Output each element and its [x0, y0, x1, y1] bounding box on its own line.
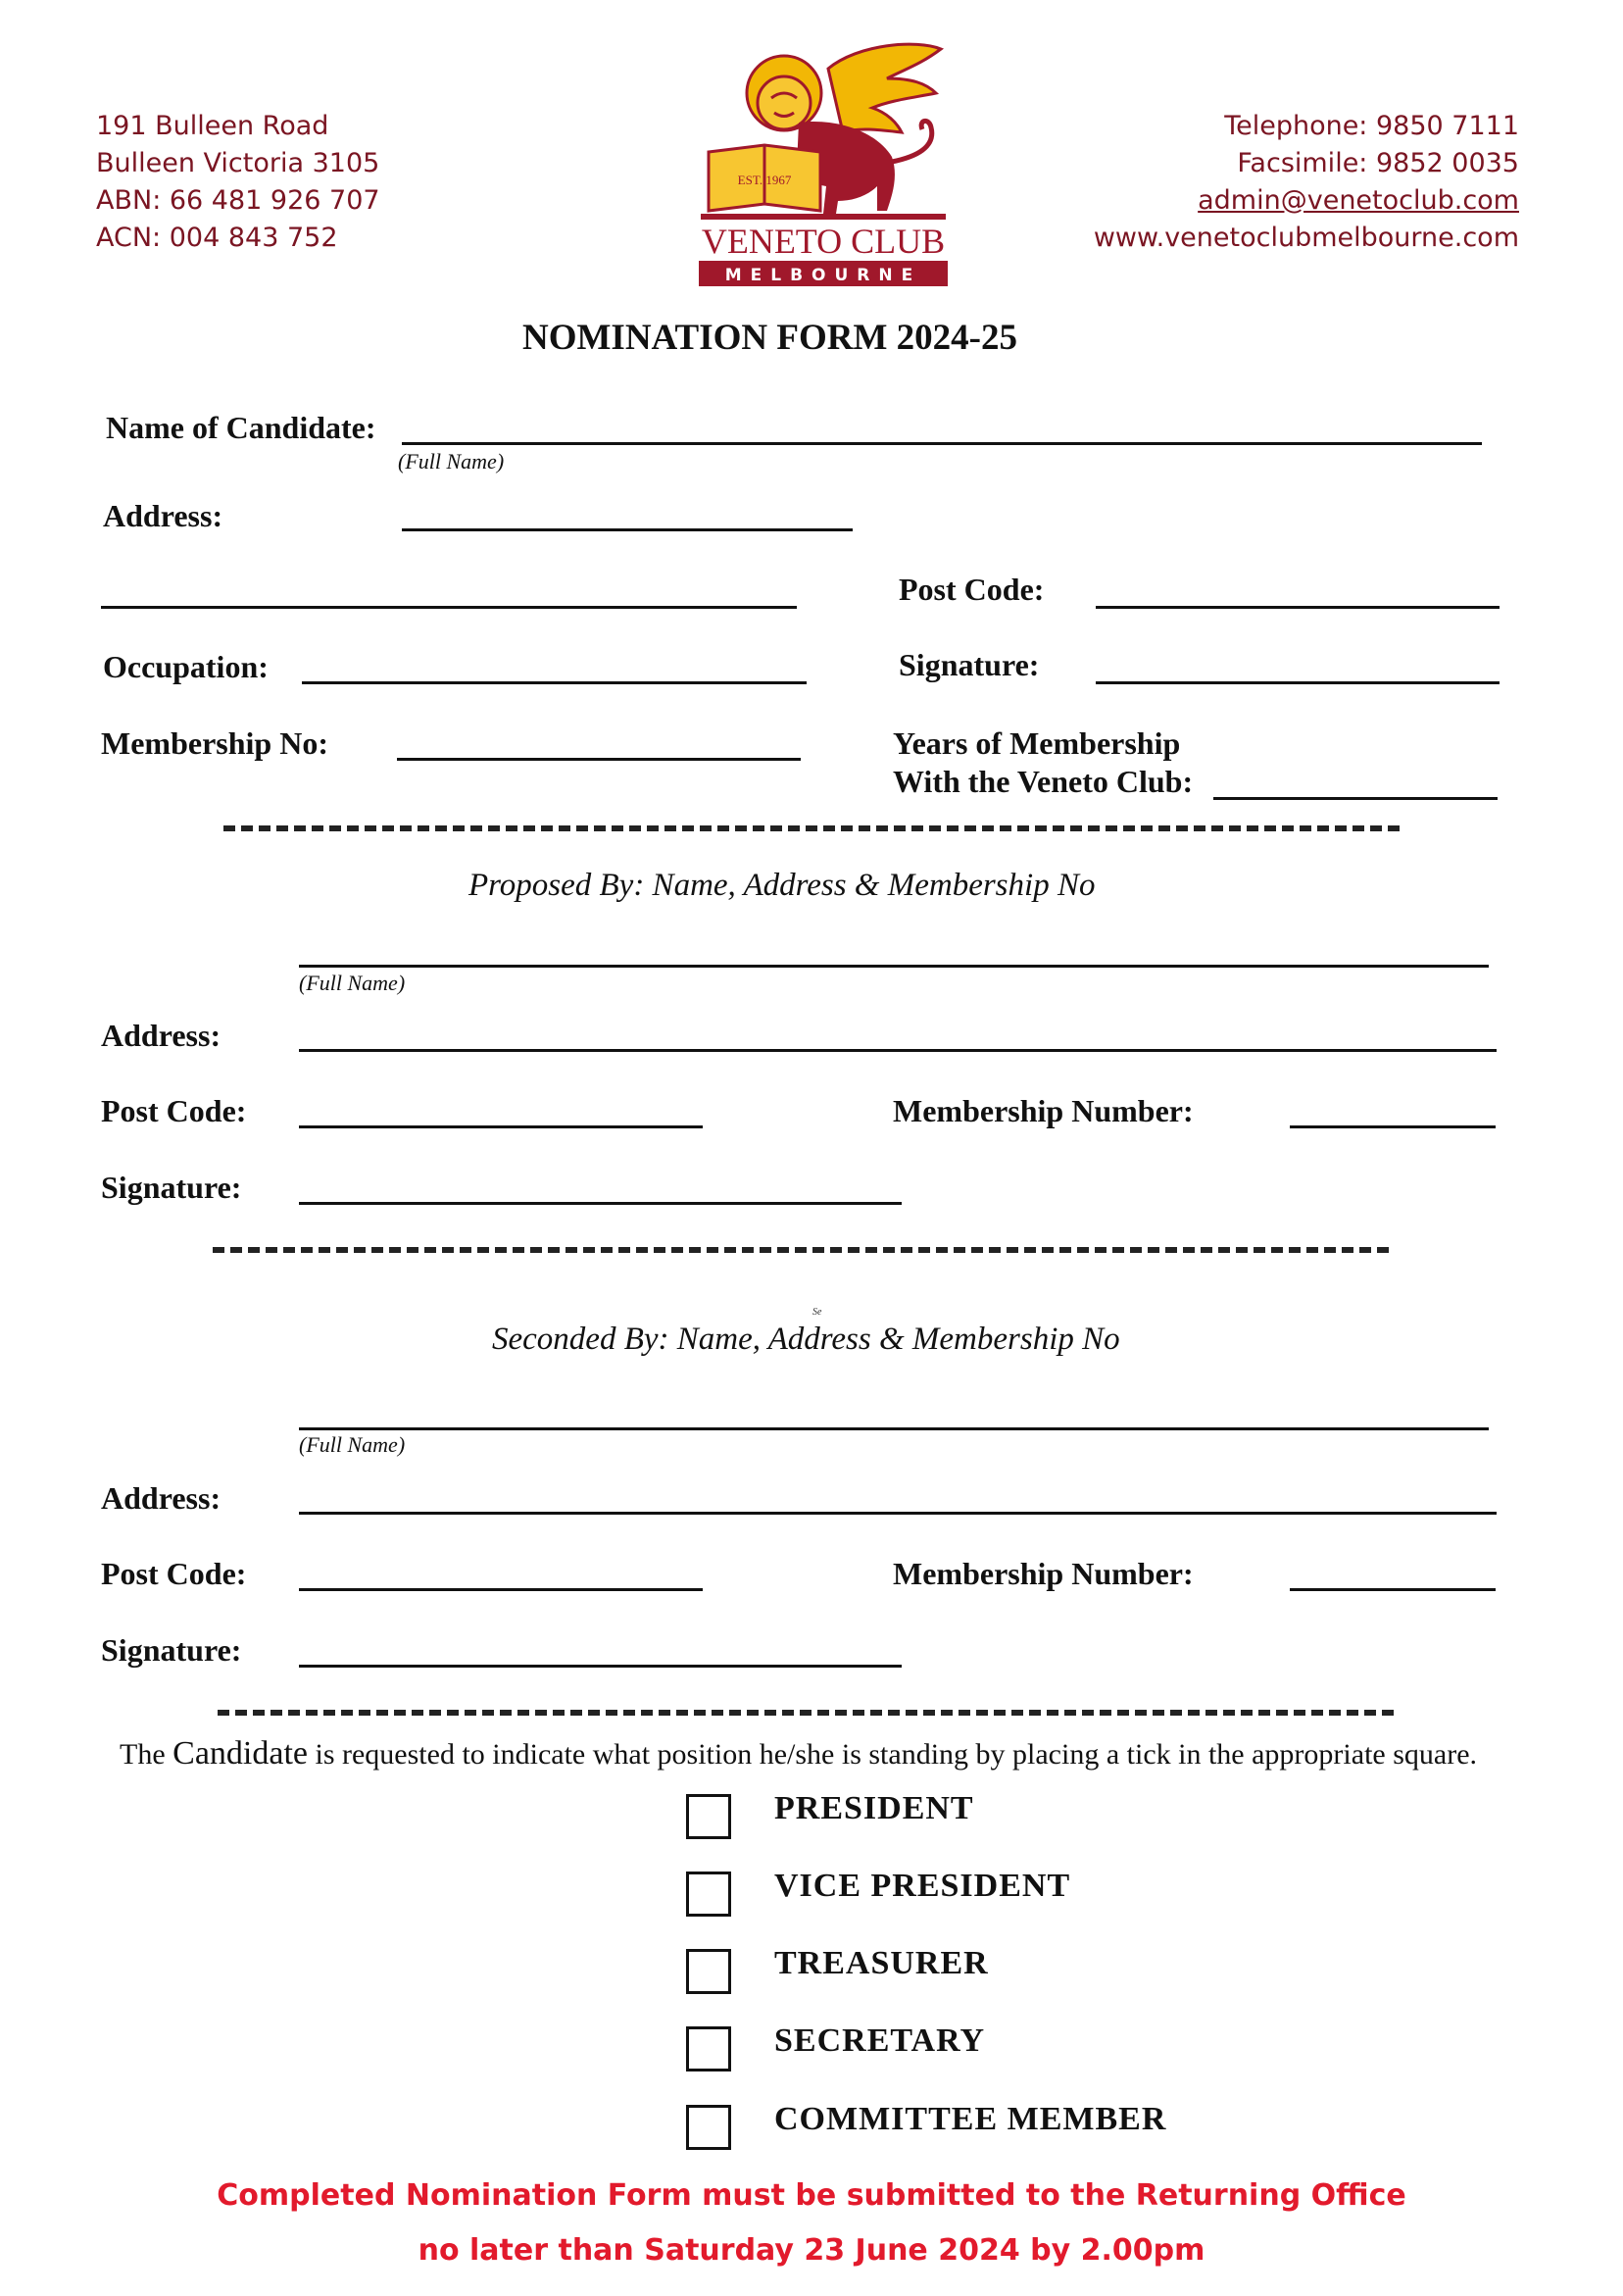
candidate-address-label: Address:	[103, 498, 223, 533]
seconded-postcode-field[interactable]	[299, 1588, 703, 1591]
proposed-name-field[interactable]	[299, 965, 1489, 968]
proposed-by-heading: Proposed By: Name, Address & Membership No	[468, 868, 1096, 903]
president-checkbox[interactable]	[686, 1794, 731, 1839]
instruction-suffix: is requested to indicate what position he/she is standing by placing a tick in the appropriate square.	[307, 1738, 1478, 1771]
candidate-occupation-label: Occupation:	[103, 649, 269, 684]
proposed-address-label: Address:	[101, 1018, 221, 1053]
proposed-signature-field[interactable]	[299, 1202, 902, 1205]
candidate-name-label: Name of Candidate:	[106, 410, 376, 445]
proposed-full-name-hint: (Full Name)	[299, 971, 406, 995]
proposed-postcode-field[interactable]	[299, 1125, 703, 1128]
seconded-mark: Se	[812, 1307, 822, 1318]
footer-deadline-line1: Completed Nomination Form must be submitted to the Returning Office	[217, 2178, 1406, 2213]
page-title: NOMINATION FORM 2024-25	[522, 318, 1017, 358]
position-label-secretary: SECRETARY	[774, 2022, 985, 2059]
position-instruction	[120, 1735, 1477, 1772]
section-divider	[213, 1247, 1389, 1253]
position-label-vice-president: VICE PRESIDENT	[774, 1868, 1071, 1904]
candidate-signature-label: Signature:	[899, 647, 1040, 682]
footer-deadline-line2: no later than Saturday 23 June 2024 by 2.00pm	[418, 2233, 1205, 2268]
candidate-signature-field[interactable]	[1096, 681, 1500, 684]
seconded-by-heading: Seconded By: Name, Address & Membership No	[492, 1322, 1120, 1357]
seconded-membership-number-field[interactable]	[1290, 1588, 1496, 1591]
acn: ACN: 004 843 752	[96, 223, 338, 253]
seconded-name-field[interactable]	[299, 1427, 1489, 1430]
candidate-address-field-1[interactable]	[402, 528, 853, 531]
section-divider	[218, 1710, 1394, 1716]
address-line1: 191 Bulleen Road	[96, 111, 329, 141]
candidate-membership-no-label: Membership No:	[101, 725, 328, 761]
seconded-membership-number-label: Membership Number:	[893, 1556, 1194, 1591]
logo-est: EST. 1967	[737, 173, 792, 187]
telephone: Telephone: 9850 7111	[1224, 111, 1519, 141]
address-line2: Bulleen Victoria 3105	[96, 148, 380, 178]
candidate-postcode-field[interactable]	[1096, 606, 1500, 609]
facsimile: Facsimile: 9852 0035	[1237, 148, 1519, 178]
logo-name: VENETO CLUB	[701, 222, 946, 261]
position-label-president: PRESIDENT	[774, 1790, 974, 1826]
club-address-block	[96, 108, 380, 257]
instruction-prefix: The	[120, 1738, 173, 1771]
candidate-membership-no-field[interactable]	[397, 758, 801, 761]
candidate-full-name-hint: (Full Name)	[398, 449, 505, 474]
position-label-treasurer: TREASURER	[774, 1945, 989, 1981]
email-link[interactable]: admin@venetoclub.com	[1198, 185, 1519, 216]
treasurer-checkbox[interactable]	[686, 1949, 731, 1994]
section-divider	[223, 825, 1400, 831]
vice-president-checkbox[interactable]	[686, 1872, 731, 1917]
seconded-address-label: Address:	[101, 1480, 221, 1516]
secretary-checkbox[interactable]	[686, 2026, 731, 2071]
proposed-membership-number-label: Membership Number:	[893, 1093, 1194, 1128]
years-membership-label-2: With the Veneto Club:	[893, 764, 1194, 799]
logo-city: MELBOURNE	[724, 266, 922, 285]
proposed-postcode-label: Post Code:	[101, 1093, 247, 1128]
years-membership-label-1: Years of Membership	[893, 725, 1181, 761]
position-label-committee-member: COMMITTEE MEMBER	[774, 2101, 1167, 2137]
seconded-address-field[interactable]	[299, 1512, 1497, 1515]
abn: ABN: 66 481 926 707	[96, 185, 380, 216]
club-contact-block	[1094, 108, 1519, 257]
committee-member-checkbox[interactable]	[686, 2105, 731, 2150]
candidate-occupation-field[interactable]	[302, 681, 807, 684]
winged-lion-icon	[691, 39, 956, 289]
seconded-postcode-label: Post Code:	[101, 1556, 247, 1591]
instruction-candidate-word: Candidate	[172, 1735, 308, 1772]
veneto-club-logo	[691, 39, 956, 289]
candidate-postcode-label: Post Code:	[899, 572, 1045, 607]
seconded-signature-label: Signature:	[101, 1632, 242, 1668]
proposed-address-field[interactable]	[299, 1049, 1497, 1052]
years-membership-field[interactable]	[1213, 797, 1498, 800]
website: www.venetoclubmelbourne.com	[1093, 223, 1519, 253]
proposed-signature-label: Signature:	[101, 1170, 242, 1205]
candidate-name-field[interactable]	[402, 442, 1482, 445]
seconded-signature-field[interactable]	[299, 1665, 902, 1668]
seconded-full-name-hint: (Full Name)	[299, 1432, 406, 1457]
proposed-membership-number-field[interactable]	[1290, 1125, 1496, 1128]
candidate-address-field-2[interactable]	[101, 606, 797, 609]
